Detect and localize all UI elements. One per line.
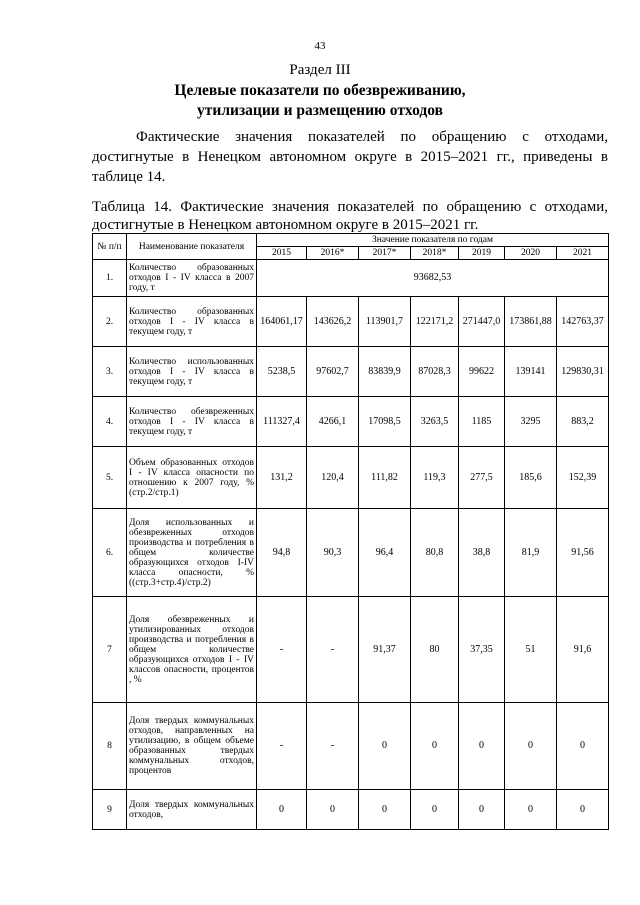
value-cell: 111,82 (359, 447, 411, 509)
row-number: 1. (93, 260, 127, 297)
value-cell: 3263,5 (411, 397, 459, 447)
table-row (93, 703, 609, 790)
table-row (93, 297, 609, 347)
section-title: Раздел III (289, 62, 351, 78)
value-cell: 122171,2 (411, 297, 459, 347)
value-cell: 0 (411, 790, 459, 830)
value-cell: 142763,37 (557, 297, 609, 347)
row-number: 8 (93, 703, 127, 790)
year-header: 2017* (359, 247, 411, 260)
value-cell: 17098,5 (359, 397, 411, 447)
value-cell: 0 (505, 703, 557, 790)
row-number: 5. (93, 447, 127, 509)
value-cell: 91,56 (557, 509, 609, 597)
indicator-name: Количество обезвреженных отходов I - IV класса в текущем году, т (127, 397, 257, 447)
col-num-header: № п/п (93, 234, 127, 260)
value-cell: 0 (307, 790, 359, 830)
indicator-name: Количество образованных отходов I - IV класса в 2007 году, т (127, 260, 257, 297)
value-cell: 91,37 (359, 597, 411, 703)
value-cell: 97602,7 (307, 347, 359, 397)
value-cell: 51 (505, 597, 557, 703)
indicator-name: Доля обезвреженных и утилизированных отходов производства и потребления в общем количестве образующихся отходов I - IV классов опасности, процентов , % (127, 597, 257, 703)
value-cell: - (307, 597, 359, 703)
value-cell: 80,8 (411, 509, 459, 597)
year-header: 2020 (505, 247, 557, 260)
value-cell: 0 (459, 790, 505, 830)
heading-line-1: Целевые показатели по обезвреживанию, (174, 82, 466, 99)
value-cell: 0 (257, 790, 307, 830)
row-number: 6. (93, 509, 127, 597)
value-cell: 0 (411, 703, 459, 790)
year-header: 2018* (411, 247, 459, 260)
page-number: 43 (314, 40, 326, 52)
intro-paragraph: Фактические значения показателей по обращению с отходами, достигнутые в Ненецком автономном округе в 2015–2021 гг., приведены в таблице 14. (92, 129, 608, 185)
value-cell: 94,8 (257, 509, 307, 597)
year-header: 2015 (257, 247, 307, 260)
table-caption: Таблица 14. Фактические значения показателей по обращению с отходами, достигнутые в Ненецком автономном округе в 2015–2021 гг. (92, 199, 608, 233)
value-cell: 143626,2 (307, 297, 359, 347)
value-cell: 152,39 (557, 447, 609, 509)
value-cell: 0 (505, 790, 557, 830)
row-number: 9 (93, 790, 127, 830)
value-cell: 139141 (505, 347, 557, 397)
value-cell: 96,4 (359, 509, 411, 597)
value-cell: 91,6 (557, 597, 609, 703)
value-cell: 119,3 (411, 447, 459, 509)
value-cell: 90,3 (307, 509, 359, 597)
value-cell: 120,4 (307, 447, 359, 509)
table-row (93, 260, 609, 297)
value-cell: 883,2 (557, 397, 609, 447)
indicator-name: Доля твердых коммунальных отходов, направленных на утилизацию, в общем объеме образованных твердых коммунальных отходов, процентов (127, 703, 257, 790)
value-cell: - (307, 703, 359, 790)
group-header: Значение показателя по годам (257, 234, 609, 247)
value-cell: 131,2 (257, 447, 307, 509)
indicator-name: Объем образованных отходов I - IV класса опасности по отношению к 2007 году, % (стр.2/стр.1) (127, 447, 257, 509)
col-name-header: Наименование показателя (127, 234, 257, 260)
year-header: 2019 (459, 247, 505, 260)
year-header: 2021 (557, 247, 609, 260)
row-number: 3. (93, 347, 127, 397)
indicators-table (92, 233, 609, 830)
value-cell: 0 (557, 790, 609, 830)
value-cell: 185,6 (505, 447, 557, 509)
section-heading (0, 81, 640, 121)
value-cell: 5238,5 (257, 347, 307, 397)
value-cell: - (257, 703, 307, 790)
value-cell: 0 (557, 703, 609, 790)
year-header: 2016* (307, 247, 359, 260)
value-cell: 37,35 (459, 597, 505, 703)
table-row (93, 397, 609, 447)
value-cell: 129830,31 (557, 347, 609, 397)
value-cell: 0 (459, 703, 505, 790)
value-cell: 38,8 (459, 509, 505, 597)
heading-line-2: утилизации и размещению отходов (197, 102, 443, 119)
value-cell: 173861,88 (505, 297, 557, 347)
indicator-name: Количество образованных отходов I - IV класса в текущем году, т (127, 297, 257, 347)
row-number: 4. (93, 397, 127, 447)
value-cell: 3295 (505, 397, 557, 447)
value-cell: 0 (359, 790, 411, 830)
indicator-name: Доля использованных и обезвреженных отходов производства и потребления в общем количестве образующихся отходов I-IV класса опасности, % ((стр.3+стр.4)/стр.2) (127, 509, 257, 597)
value-cell: 0 (359, 703, 411, 790)
value-cell: 111327,4 (257, 397, 307, 447)
value-cell: - (257, 597, 307, 703)
value-cell: 83839,9 (359, 347, 411, 397)
table-row (93, 790, 609, 830)
value-cell: 164061,17 (257, 297, 307, 347)
value-cell: 87028,3 (411, 347, 459, 397)
indicator-name: Количество использованных отходов I - IV класса в текущем году, т (127, 347, 257, 397)
value-cell: 81,9 (505, 509, 557, 597)
row-number: 7 (93, 597, 127, 703)
value-cell: 1185 (459, 397, 505, 447)
table-row (93, 447, 609, 509)
value-cell: 271447,0 (459, 297, 505, 347)
table-row (93, 597, 609, 703)
indicator-name: Доля твердых коммунальных отходов, (127, 790, 257, 830)
value-cell: 80 (411, 597, 459, 703)
table-row (93, 509, 609, 597)
row-number: 2. (93, 297, 127, 347)
table-row (93, 347, 609, 397)
value-cell: 113901,7 (359, 297, 411, 347)
value-cell: 4266,1 (307, 397, 359, 447)
merged-value: 93682,53 (257, 260, 609, 297)
value-cell: 277,5 (459, 447, 505, 509)
value-cell: 99622 (459, 347, 505, 397)
